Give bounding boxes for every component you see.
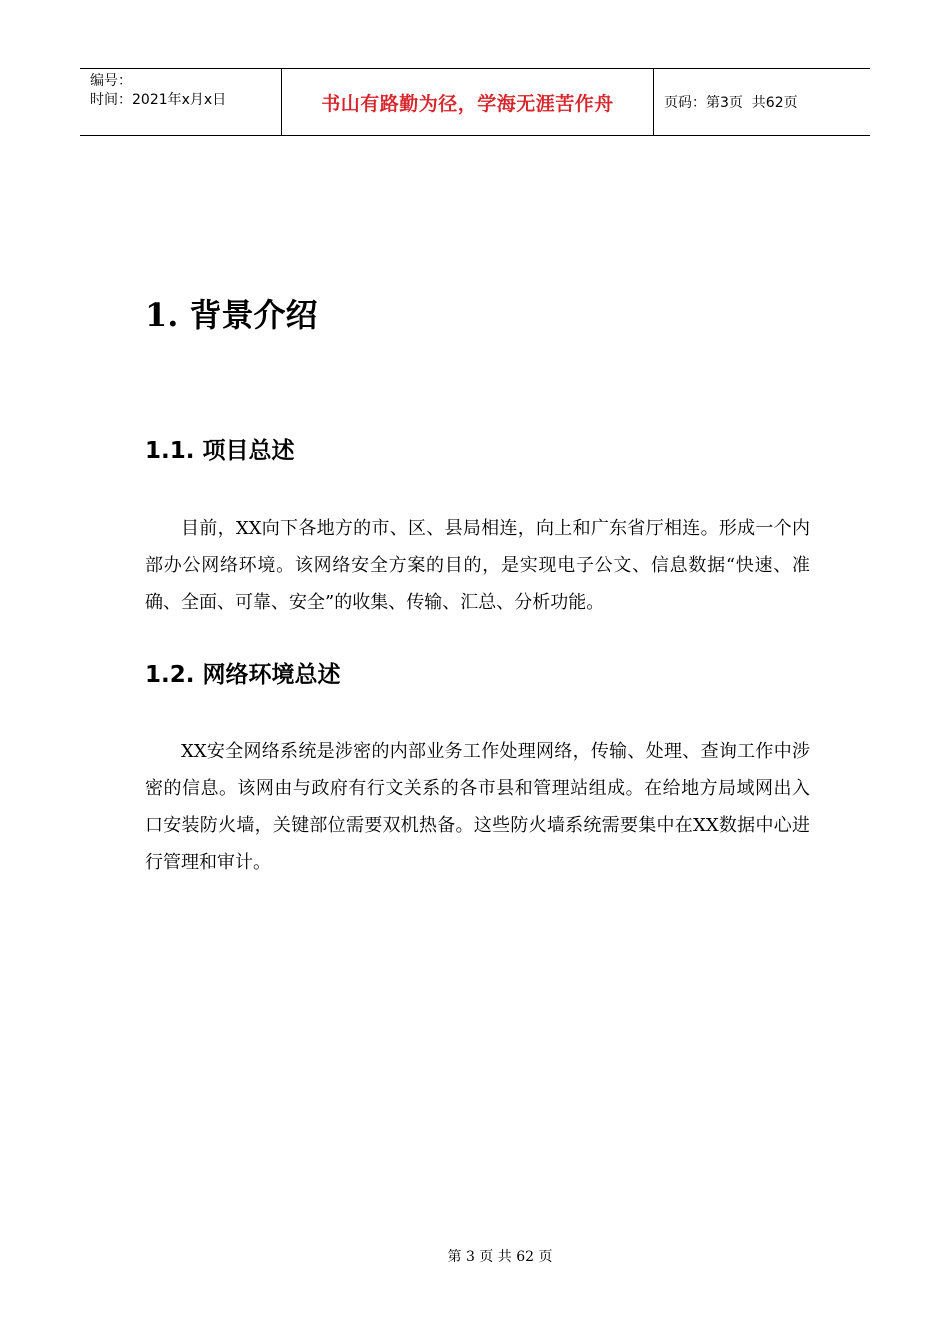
page-footer: 第 3 页 共 62 页: [447, 1249, 553, 1265]
section-paragraph-network-overview: XX安全网络系统是涉密的内部业务工作处理网络，传输、处理、查询工作中涉密的信息。该网由与政府有行文关系的各市县和管理站组成。在给地方局域网出入口安装防火墙，关键部位需要双机热备。这些防火墙系统需要集中在XX数据中心进行管理和审计。: [145, 741, 810, 873]
header-meta-cell: [80, 69, 282, 135]
chapter-title: 1. 背景介绍: [145, 296, 318, 334]
serial-number-label: 编号：: [90, 73, 132, 89]
header-page-info: 页码：第3页 共62页: [664, 95, 798, 111]
date-label: 时间：2021年x月x日: [90, 92, 227, 108]
section-paragraph-project-overview: 目前，XX向下各地方的市、区、县局相连，向上和广东省厅相连。形成一个内部办公网络环境。该网络安全方案的目的，是实现电子公文、信息数据“快速、准确、全面、可靠、安全”的收集、传输、汇总、分析功能。: [145, 518, 810, 613]
section-title-project-overview: 1.1. 项目总述: [145, 438, 295, 464]
section-title-network-overview: 1.2. 网络环境总述: [145, 662, 341, 688]
header-motto: 书山有路勤为径，学海无涯苦作舟: [282, 69, 654, 135]
page-header-table: [80, 68, 870, 136]
